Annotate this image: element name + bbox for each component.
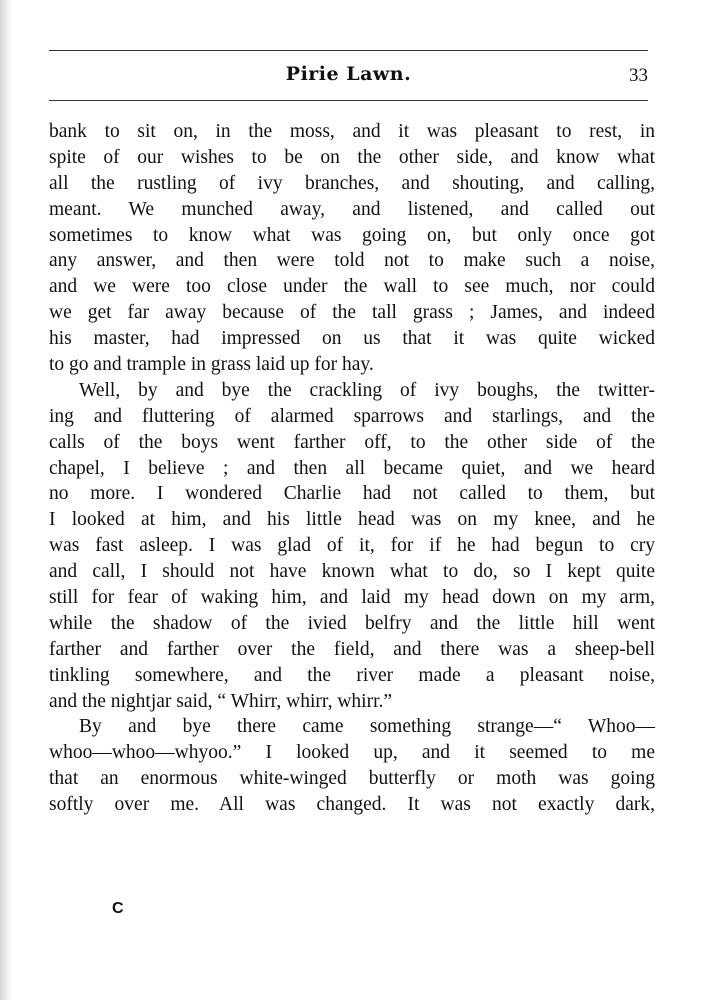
text-line: that an enormous white-winged butterfly or moth was going [49,768,655,790]
text-line: still for fear of waking him, and laid my head down on my arm, [49,587,655,609]
text-line: bank to sit on, in the moss, and it was pleasant to rest, in [49,121,655,142]
text-line: tinkling somewhere, and the river made a pleasant noise, [49,664,655,686]
running-title: Pirie Lawn. [285,63,412,85]
text-line: his master, had impressed on us that it was quite wicked [49,328,655,350]
running-head [49,59,648,93]
text-line: softly over me. All was changed. It was not exactly dark, [49,794,655,816]
text-line: calls of the boys went farther off, to the other side of the [49,431,655,453]
signature-mark: C [112,900,125,917]
text-line: chapel, I believe ; and then all became quiet, and we heard [49,457,655,479]
text-line: I looked at him, and his little head was on my knee, and he [49,509,655,531]
page-number: 33 [629,65,648,86]
text-line: any answer, and then were told not to make such a noise, [49,250,655,272]
body-text [49,119,655,818]
text-line: to go and trample in grass laid up for hay. [49,354,374,376]
page-gutter-shadow [0,0,12,1000]
text-line: and the nightjar said, “ Whirr, whirr, whirr.” [49,690,393,712]
text-line: By and bye there came something strange—“ Whoo— [79,716,655,738]
text-line: spite of our wishes to be on the other side, and know what [49,146,655,168]
text-line: Well, by and bye the crackling of ivy boughs, the twitter- [79,379,655,401]
header-rule-bottom [49,100,648,101]
header-rule-top [49,50,648,51]
text-line: meant. We munched away, and listened, and called out [49,198,655,220]
text-line: farther and farther over the field, and there was a sheep-bell [49,638,655,660]
text-line: whoo—whoo—whyoo.” I looked up, and it seemed to me [49,742,655,764]
text-line: all the rustling of ivy branches, and shouting, and calling, [49,172,655,194]
text-line: sometimes to know what was going on, but only once got [49,224,655,246]
text-line: and call, I should not have known what to do, so I kept quite [49,561,655,583]
text-line: we get far away because of the tall grass ; James, and indeed [49,302,655,324]
text-line: was fast asleep. I was glad of it, for if he had begun to cry [49,535,655,557]
text-line: no more. I wondered Charlie had not called to them, but [49,483,655,505]
text-line: ing and fluttering of alarmed sparrows and starlings, and the [49,405,655,427]
text-line: while the shadow of the ivied belfry and the little hill went [49,612,655,634]
text-line: and we were too close under the wall to see much, nor could [49,276,655,298]
